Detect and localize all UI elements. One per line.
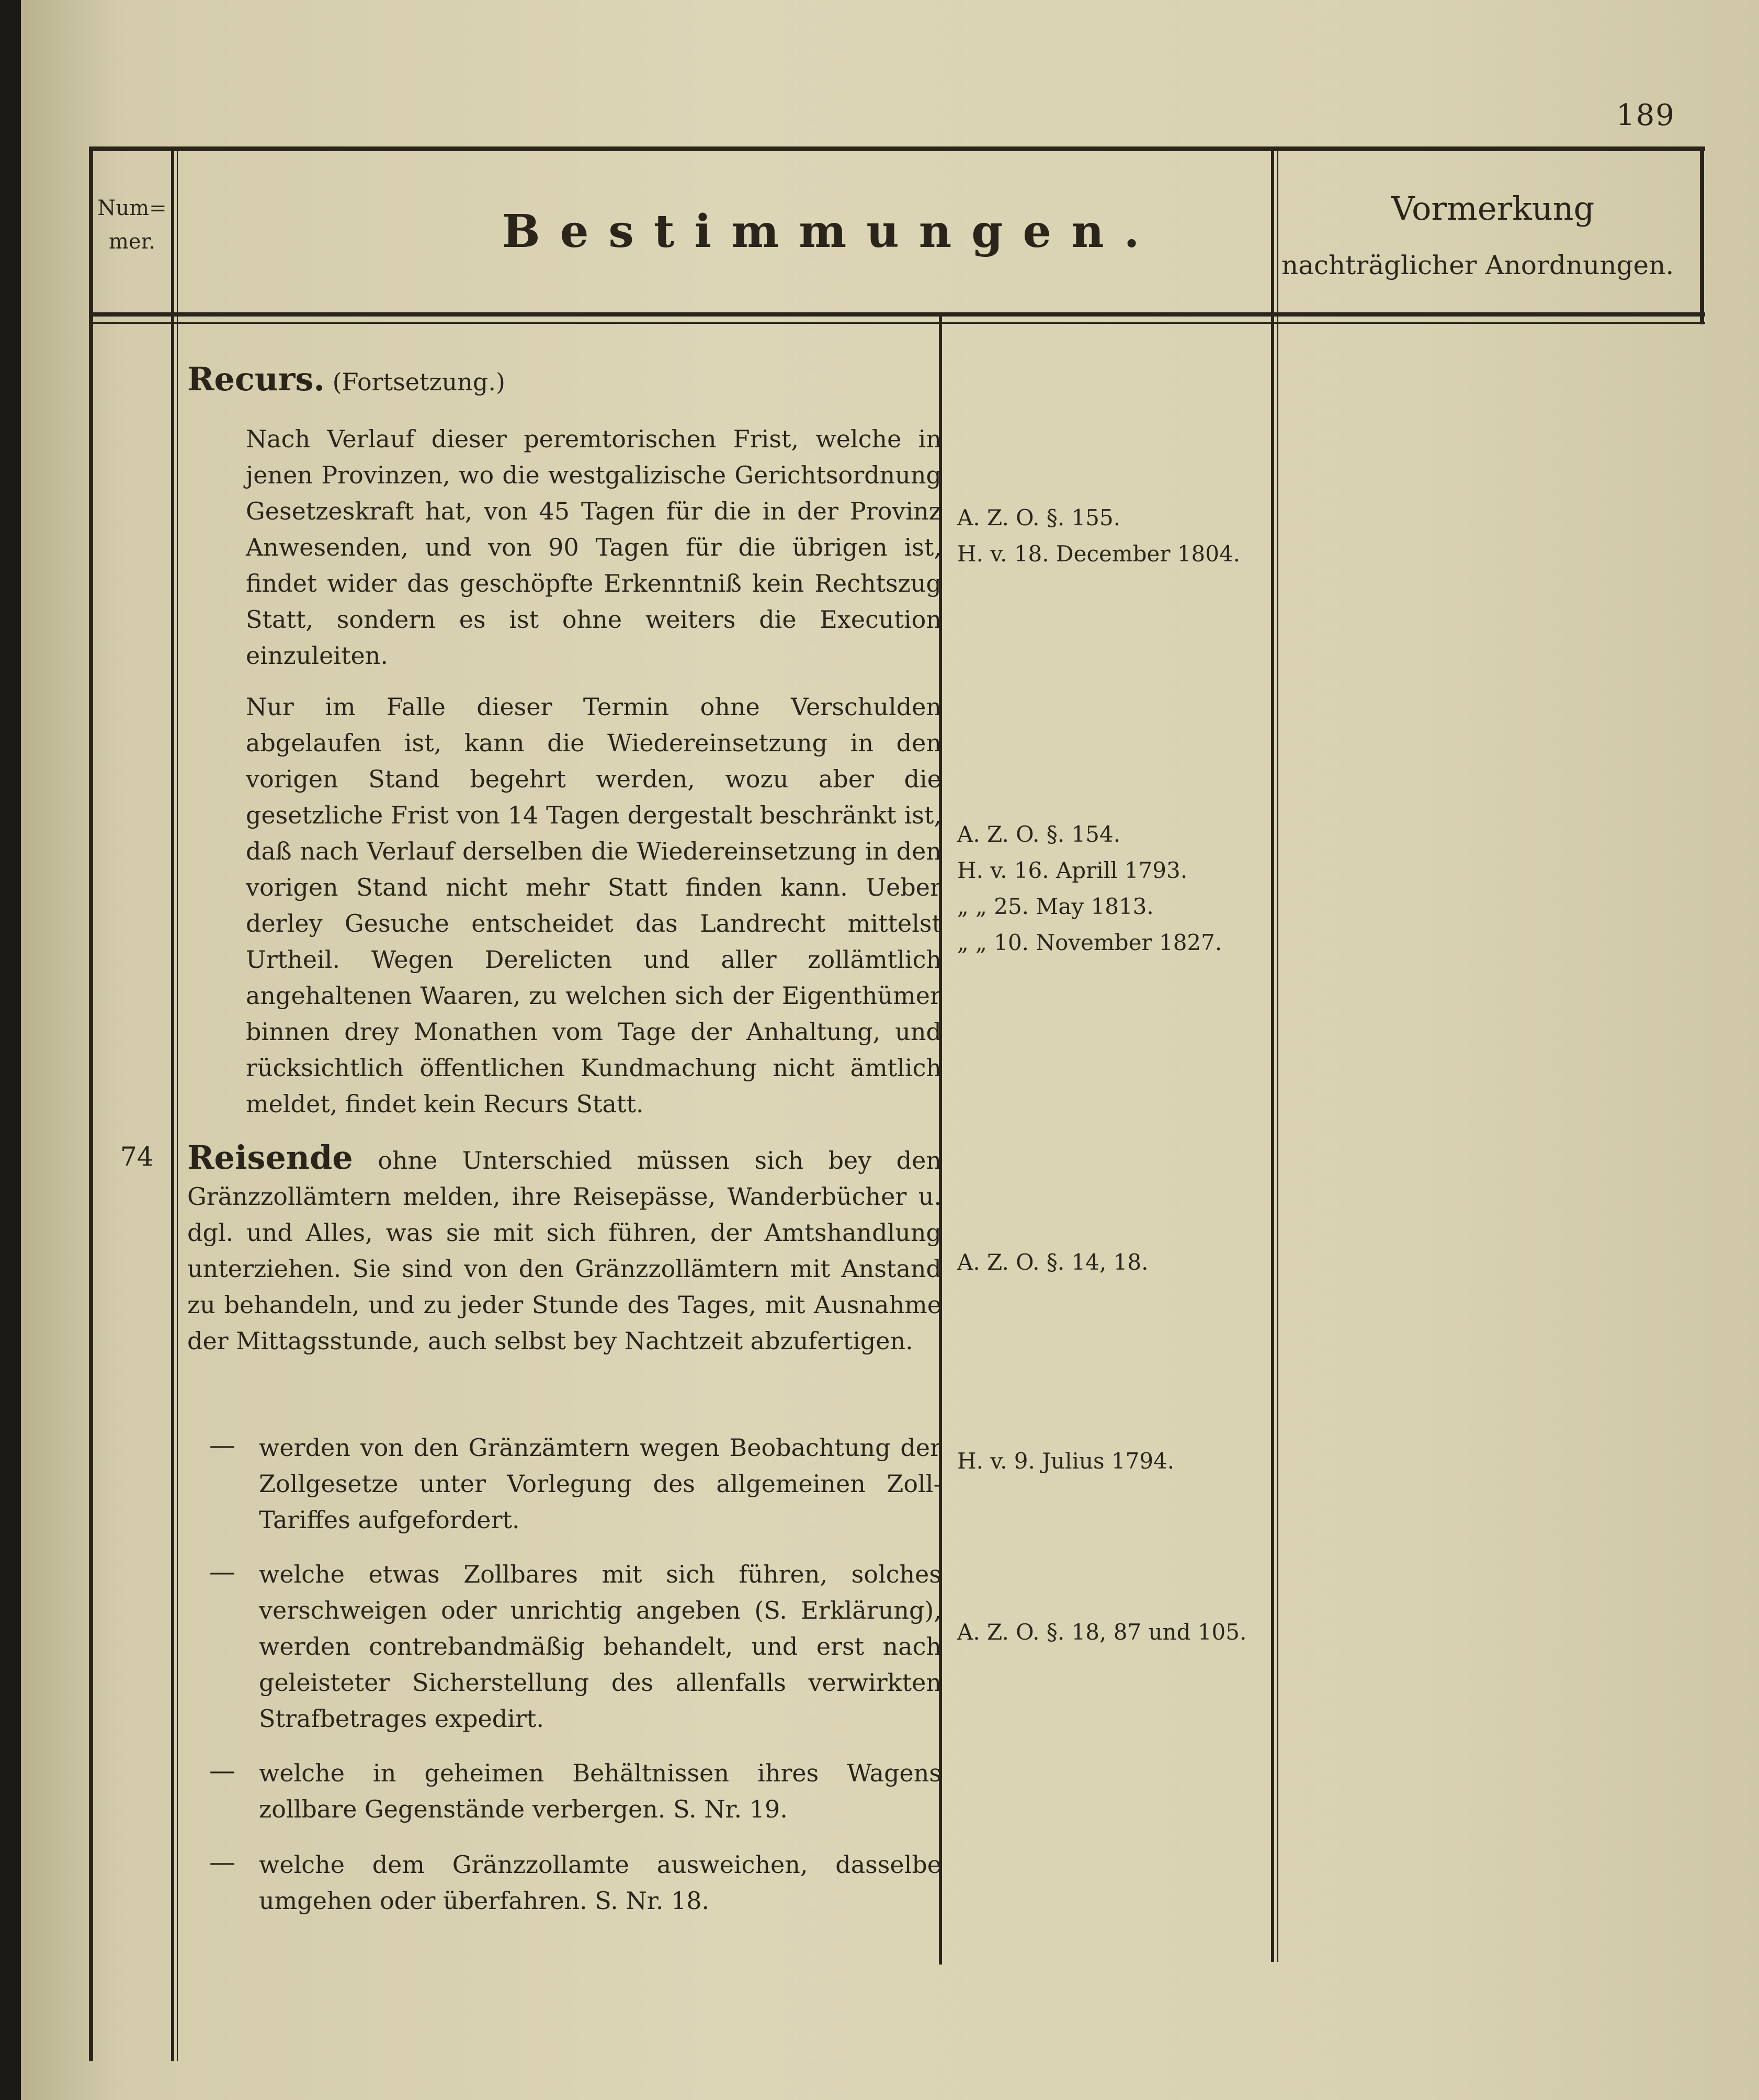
reisende-item: welche dem Gränzzollamte ausweichen, dasselbe umgehen oder überfahren. S. Nr. 18. [259, 1850, 941, 1915]
reisende-item: welche etwas Zollbares mit sich führen, solches verschweigen oder unrichtig angeben (S. Erklärung), werden contrebandmäßig behandelt, und erst nach geleisteter Sicherstellung des allenfalls verwirkten Strafbetrages expedirt. [259, 1560, 941, 1733]
reisende-text: ohne Unterschied müssen sich bey den Gränzzollämtern melden, ihre Reisepässe, Wanderbücher u. dgl. und Alles, was sie mit sich führen, der Amtshandlung unterziehen. Sie sind von den Gränzzollämtern mit Anstand zu behandeln, und zu jeder Stunde des Tages, mit Ausnahme der Mittagsstunde, auch selbst bey Nachtzeit abzufertigen. [187, 1146, 941, 1355]
legal-reference: A. Z. O. §. 14, 18. [957, 1249, 1149, 1275]
legal-reference: H. v. 9. Julius 1794. [957, 1448, 1175, 1474]
vormerkung-column-divider [1271, 146, 1274, 1962]
reisende-item: werden von den Gränzämtern wegen Beobachtung der Zollgesetze unter Vorlegung des allgemeinen Zoll-Tariffes aufgefordert. [259, 1433, 941, 1534]
recurs-heading [187, 361, 920, 400]
header-bottom-rule-thin [89, 322, 1705, 324]
legal-reference: A. Z. O. §. 154. H. v. 16. Aprill 1793. „ „ 25. May 1813. „ „ 10. November 1827. [957, 821, 1222, 955]
header-vormerkung-subtitle: nachträglicher Anordnungen. [1281, 250, 1674, 280]
item-dash: — [209, 1755, 235, 1786]
number-column-divider [171, 146, 174, 2061]
reisende-keyword: Reisende [187, 1138, 353, 1177]
header-bottom-rule [89, 312, 1705, 317]
vormerkung-column-divider-thin [1277, 146, 1278, 1962]
number-column-divider-thin [177, 146, 178, 2061]
entry-number: 74 [120, 1142, 154, 1172]
item-dash: — [209, 1847, 235, 1877]
item-dash: — [209, 1556, 235, 1587]
reisende-paragraph [187, 1139, 941, 1359]
header-vormerkung-title: Vormerkung [1391, 189, 1595, 228]
legal-reference: A. Z. O. §. 155. H. v. 18. December 1804. [957, 505, 1241, 567]
legal-reference: A. Z. O. §. 18, 87 und 105. [957, 1619, 1247, 1645]
header-number-column: Num= mer. [97, 196, 167, 254]
reisende-item: welche in geheimen Behältnissen ihres Wagens zollbare Gegenstände verbergen. S. Nr. 19. [259, 1759, 941, 1823]
table-top-rule [89, 146, 1705, 151]
recurs-continuation: (Fortsetzung.) [332, 368, 505, 396]
header-main-title: Bestimmungen. [502, 205, 1160, 258]
page-number: 189 [1616, 98, 1675, 132]
recurs-paragraph-2: Nur im Falle dieser Termin ohne Verschulden abgelaufen ist, kann die Wiedereinsetzung in den vorigen Stand begehrt werden, wozu aber die gesetzliche Frist von 14 Tagen dergestalt beschränkt ist, daß nach Verlauf derselben die Wiedereinsetzung in den vorigen Stand nicht mehr Statt finden kann. Ueber derley Gesuche entscheidet das Landrecht mittelst Urtheil. Wegen Derelicten und aller zollämtlich angehaltenen Waaren, zu welchen sich der Eigenthümer binnen drey Monathen vom Tage der Anhaltung, und rücksichtlich öffentlichen Kundmachung nicht ämtlich meldet, findet kein Recurs Statt. [246, 693, 941, 1118]
book-page [21, 0, 1759, 2100]
right-border [1700, 146, 1704, 324]
recurs-paragraph-1: Nach Verlauf dieser peremtorischen Frist, welche in jenen Provinzen, wo die westgalizische Gerichtsordnung Gesetzeskraft hat, von 45 Tagen für die in der Provinz Anwesenden, und von 90 Tagen für die übrigen ist, findet wider das geschöpfte Erkenntniß kein Rechtszug Statt, sondern es ist ohne weiters die Execution einzuleiten. [246, 425, 941, 670]
left-border [89, 146, 93, 2061]
item-dash: — [209, 1430, 235, 1460]
recurs-keyword: Recurs. [187, 360, 325, 398]
